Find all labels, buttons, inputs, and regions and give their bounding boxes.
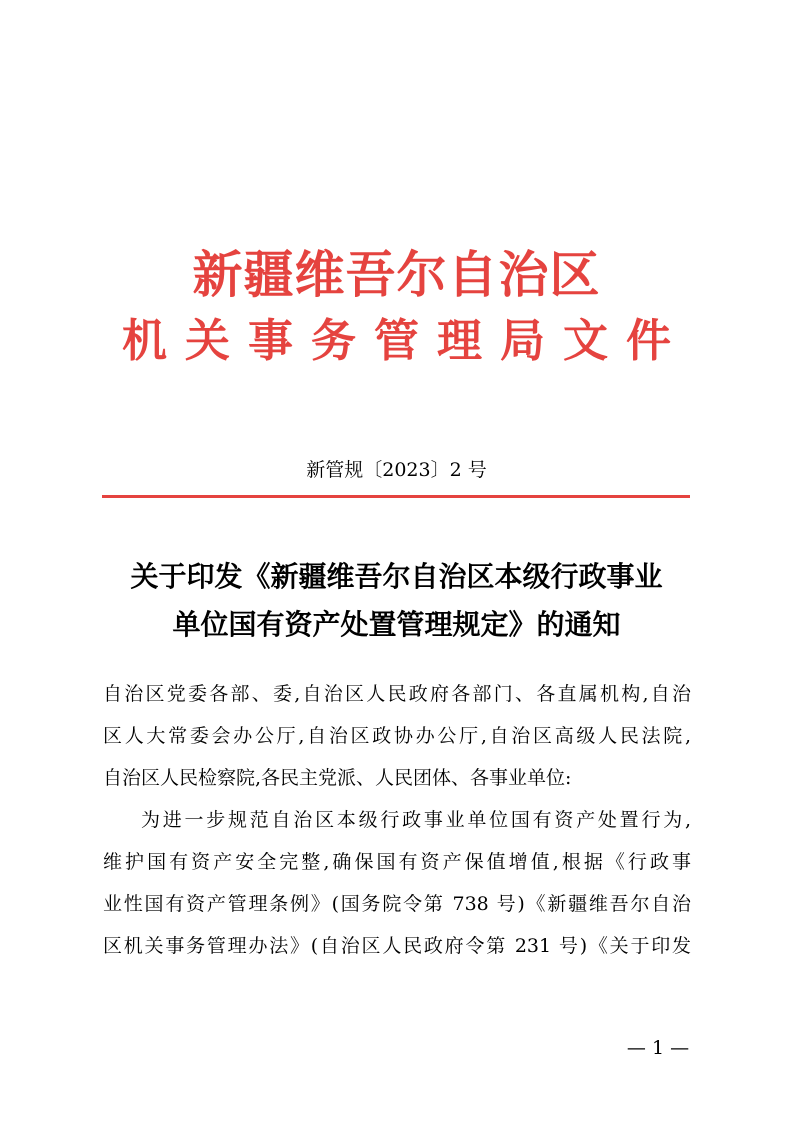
recipients-line-3: 自治区人民检察院,各民主党派、人民团体、各事业单位: [103,767,572,789]
issuing-authority-line-2: 机关事务管理局文件 [121,314,689,367]
body-paragraph-line-2: 维护国有资产安全完整,确保国有资产保值增值,根据《行政事 [103,851,691,873]
body-paragraph-line-4: 区机关事务管理办法》(自治区人民政府令第 231 号)《关于印发 [103,935,691,957]
document-title-line-1: 关于印发《新疆维吾尔自治区本级行政事业 [130,560,663,593]
body-paragraph-line-3: 业性国有资产管理条例》(国务院令第 738 号)《新疆维吾尔自治 [103,893,691,915]
body-paragraph-line-1: 为进一步规范自治区本级行政事业单位国有资产处置行为, [141,809,691,831]
issuing-authority-line-1: 新疆维吾尔自治区 [192,245,601,304]
recipients-line-2: 区人大常委会办公厅,自治区政协办公厅,自治区高级人民法院, [103,725,691,747]
page-number: — 1 — [626,1037,690,1059]
document-title-line-2: 单位国有资产处置管理规定》的通知 [172,608,621,641]
red-separator-line [102,495,690,498]
recipients-line-1: 自治区党委各部、委,自治区人民政府各部门、各直属机构,自治 [103,683,691,705]
document-number: 新管规〔2023〕2 号 [306,459,487,481]
